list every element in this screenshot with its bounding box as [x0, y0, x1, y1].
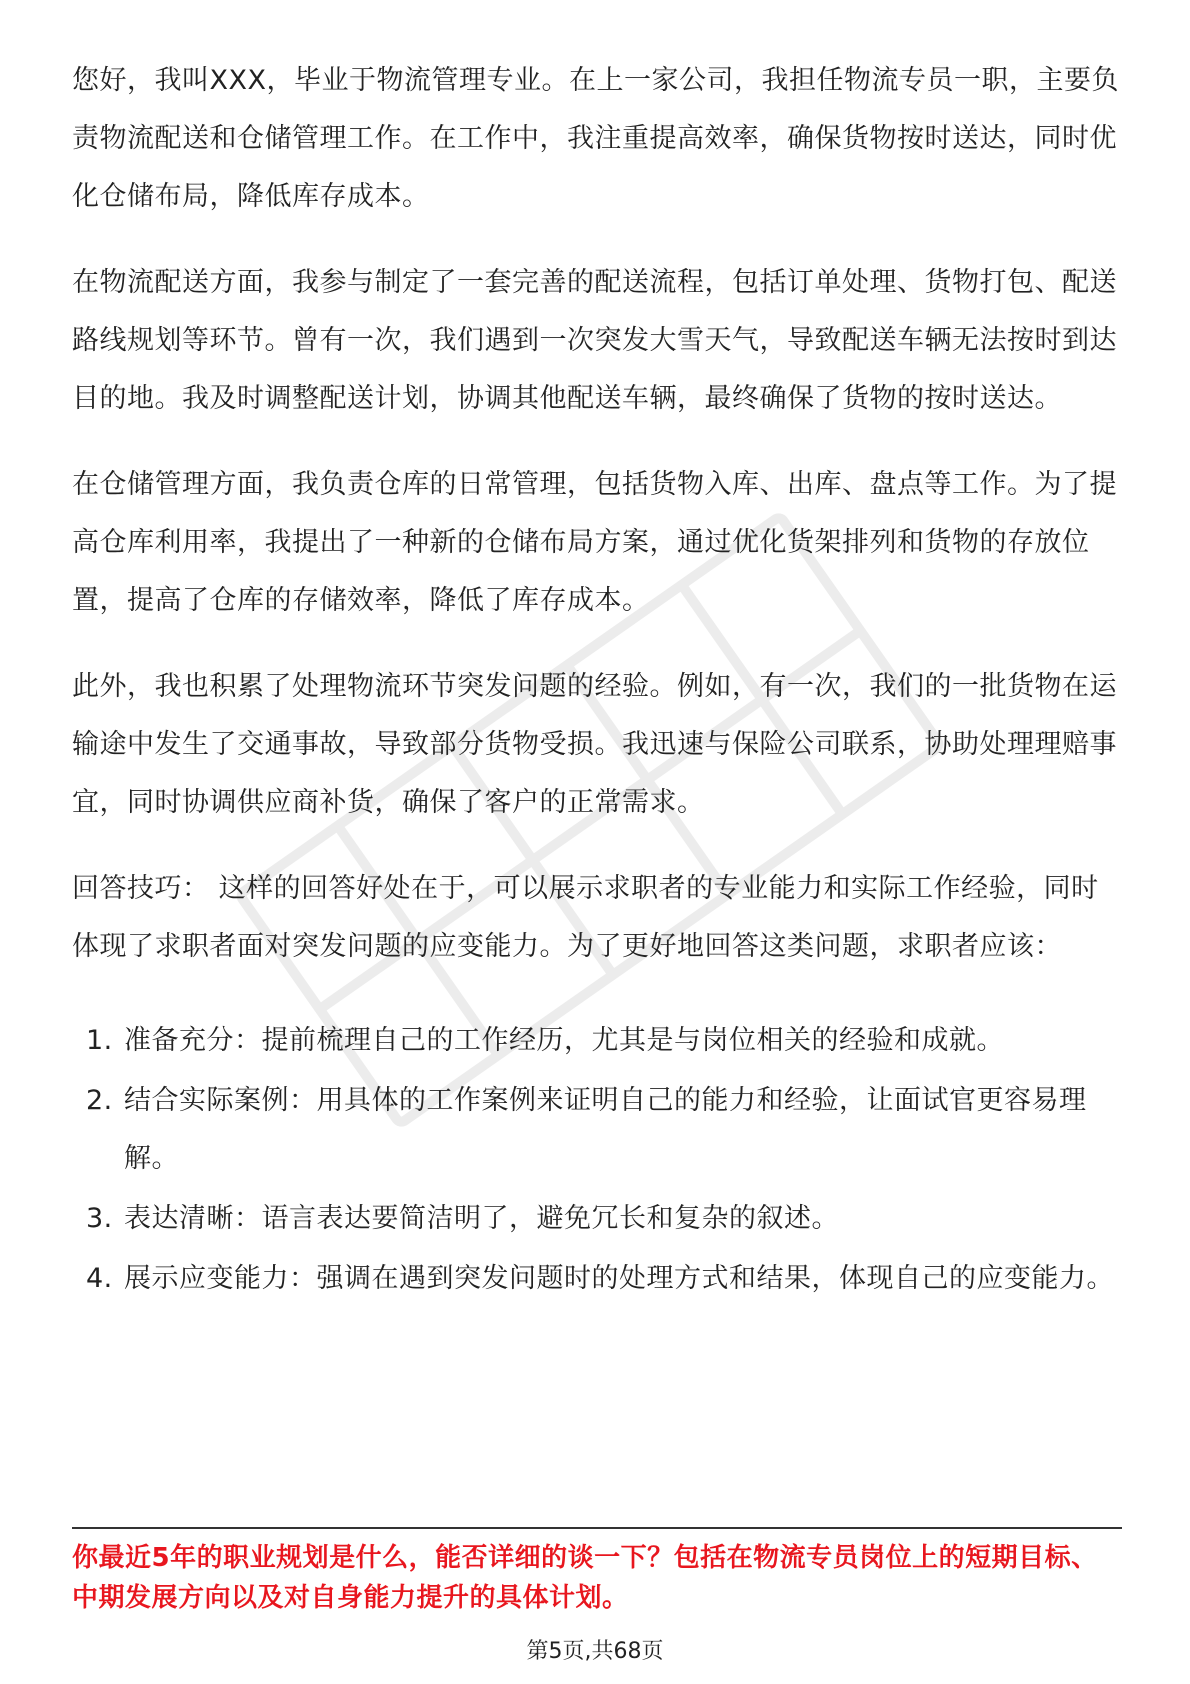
list-item-text: 展示应变能力：强调在遇到突发问题时的处理方式和结果，体现自己的应变能力。	[124, 1263, 1114, 1294]
list-item-number: 4.	[86, 1263, 113, 1294]
list-item	[72, 1250, 1122, 1308]
paragraph-warehouse: 在仓储管理方面，我负责仓库的日常管理，包括货物入库、出库、盘点等工作。为了提高仓库利用率，我提出了一种新的仓储布局方案，通过优化货架排列和货物的存放位置，提高了仓库的存储效率，降低了库存成本。	[72, 469, 1117, 616]
list-item-text: 准备充分：提前梳理自己的工作经历，尤其是与岗位相关的经验和成就。	[124, 1025, 1004, 1056]
next-question-heading: 你最近5年的职业规划是什么，能否详细的谈一下？包括在物流专员岗位上的短期目标、中期发展方向以及对自身能力提升的具体计划。	[72, 1543, 1098, 1613]
paragraph-intro: 您好，我叫XXX，毕业于物流管理专业。在上一家公司，我担任物流专员一职，主要负责物流配送和仓储管理工作。在工作中，我注重提高效率，确保货物按时送达，同时优化仓储布局，降低库存成本。	[72, 65, 1119, 212]
section-divider	[72, 1527, 1122, 1529]
main-content	[72, 52, 1122, 1310]
paragraph-delivery: 在物流配送方面，我参与制定了一套完善的配送流程，包括订单处理、货物打包、配送路线规划等环节。曾有一次，我们遇到一次突发大雪天气，导致配送车辆无法按时到达目的地。我及时调整配送计划，协调其他配送车辆，最终确保了货物的按时送达。	[72, 267, 1117, 414]
list-item	[72, 1190, 1122, 1248]
paragraph-emergency: 此外，我也积累了处理物流环节突发问题的经验。例如，有一次，我们的一批货物在运输途中发生了交通事故，导致部分货物受损。我迅速与保险公司联系，协助处理理赔事宜，同时协调供应商补货，确保了客户的正常需求。	[72, 671, 1117, 818]
list-item-number: 3.	[86, 1203, 113, 1234]
list-item-number: 2.	[86, 1085, 113, 1116]
list-item-text: 结合实际案例：用具体的工作案例来证明自己的能力和经验，让面试官更容易理解。	[124, 1085, 1087, 1174]
list-item	[72, 1012, 1122, 1070]
list-item	[72, 1072, 1122, 1188]
tips-list	[72, 1012, 1122, 1308]
page-number-footer: 第5页,共68页	[526, 1639, 664, 1664]
list-item-text: 表达清晰：语言表达要简洁明了，避免冗长和复杂的叙述。	[124, 1203, 839, 1234]
answer-tips-intro: 回答技巧： 这样的回答好处在于，可以展示求职者的专业能力和实际工作经验，同时体现了求职者面对突发问题的应变能力。为了更好地回答这类问题，求职者应该：	[72, 873, 1099, 962]
list-item-number: 1.	[86, 1025, 113, 1056]
